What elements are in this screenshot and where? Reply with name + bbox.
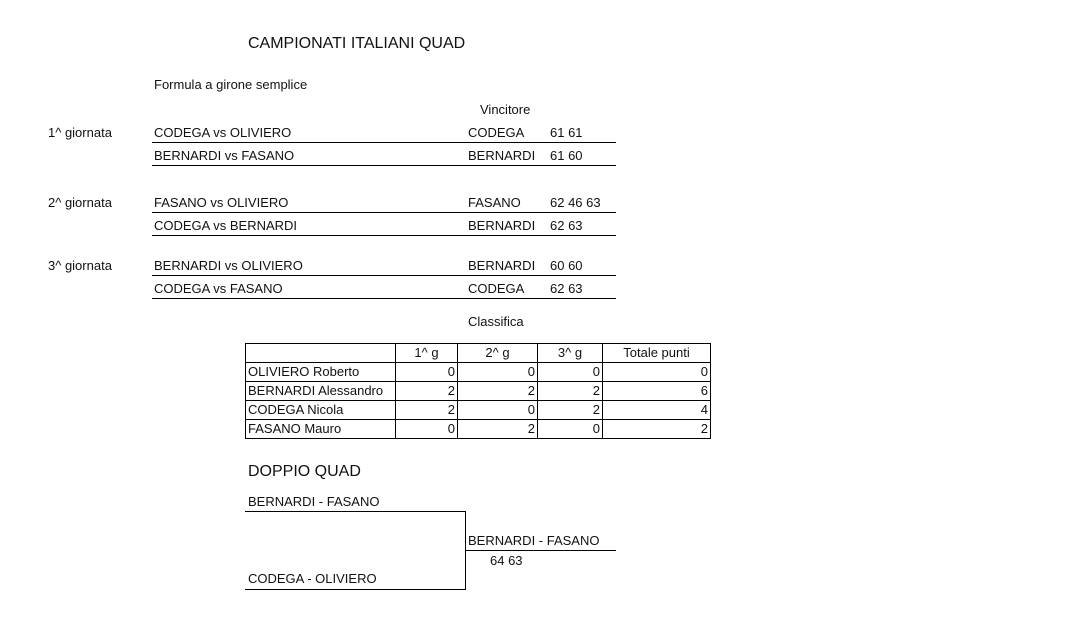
column-header: 1^ g [396, 344, 458, 363]
match-winner: CODEGA [468, 281, 525, 296]
page-title: CAMPIONATI ITALIANI QUAD [248, 35, 466, 52]
match-winner: BERNARDI [468, 148, 536, 163]
points-cell: 2 [396, 382, 458, 401]
bracket-line [465, 550, 616, 551]
bracket-score: 64 63 [490, 553, 523, 568]
match-winner: BERNARDI [468, 218, 536, 233]
column-header [246, 344, 396, 363]
match-winner: CODEGA [468, 125, 525, 140]
match-score: 62 46 63 [550, 195, 601, 210]
points-cell: 0 [396, 363, 458, 382]
total-points-cell: 4 [603, 401, 711, 420]
points-cell: 2 [458, 382, 538, 401]
row-divider [152, 142, 616, 143]
table-header-row [246, 344, 711, 363]
points-cell: 0 [458, 401, 538, 420]
format-subtitle: Formula a girone semplice [154, 77, 308, 92]
table-row [246, 382, 711, 401]
total-points-cell: 2 [603, 420, 711, 439]
points-cell: 2 [458, 420, 538, 439]
standings-table [245, 343, 711, 439]
row-divider [152, 275, 616, 276]
round-label: 1^ giornata [48, 125, 112, 140]
table-row [246, 420, 711, 439]
match-score: 61 60 [550, 148, 583, 163]
match: CODEGA vs FASANO [154, 281, 283, 296]
bracket-team-2: CODEGA - OLIVIERO [248, 571, 377, 586]
standings-title: Classifica [468, 314, 524, 329]
match-score: 62 63 [550, 218, 583, 233]
points-cell: 0 [396, 420, 458, 439]
round-label: 2^ giornata [48, 195, 112, 210]
round-label: 3^ giornata [48, 258, 112, 273]
match-winner: FASANO [468, 195, 521, 210]
match: BERNARDI vs OLIVIERO [154, 258, 303, 273]
player-name: BERNARDI Alessandro [246, 382, 396, 401]
match-score: 61 61 [550, 125, 583, 140]
points-cell: 0 [538, 420, 603, 439]
table-row [246, 401, 711, 420]
points-cell: 0 [538, 363, 603, 382]
player-name: CODEGA Nicola [246, 401, 396, 420]
match: CODEGA vs BERNARDI [154, 218, 298, 233]
bracket-line [245, 511, 466, 512]
match: FASANO vs OLIVIERO [154, 195, 289, 210]
column-header: Totale punti [603, 344, 711, 363]
row-divider [152, 165, 616, 166]
bracket-winner: BERNARDI - FASANO [468, 533, 600, 548]
points-cell: 0 [458, 363, 538, 382]
winner-column-header: Vincitore [480, 102, 531, 117]
total-points-cell: 0 [603, 363, 711, 382]
row-divider [152, 235, 616, 236]
match-score: 62 63 [550, 281, 583, 296]
table-row [246, 363, 711, 382]
points-cell: 2 [396, 401, 458, 420]
total-points-cell: 6 [603, 382, 711, 401]
points-cell: 2 [538, 401, 603, 420]
row-divider [152, 212, 616, 213]
bracket-team-1: BERNARDI - FASANO [248, 494, 380, 509]
player-name: OLIVIERO Roberto [246, 363, 396, 382]
player-name: FASANO Mauro [246, 420, 396, 439]
column-header: 2^ g [458, 344, 538, 363]
match-score: 60 60 [550, 258, 583, 273]
row-divider [152, 298, 616, 299]
match: CODEGA vs OLIVIERO [154, 125, 292, 140]
match: BERNARDI vs FASANO [154, 148, 295, 163]
doubles-title: DOPPIO QUAD [248, 463, 361, 480]
match-winner: BERNARDI [468, 258, 536, 273]
column-header: 3^ g [538, 344, 603, 363]
points-cell: 2 [538, 382, 603, 401]
bracket-line [245, 589, 466, 590]
